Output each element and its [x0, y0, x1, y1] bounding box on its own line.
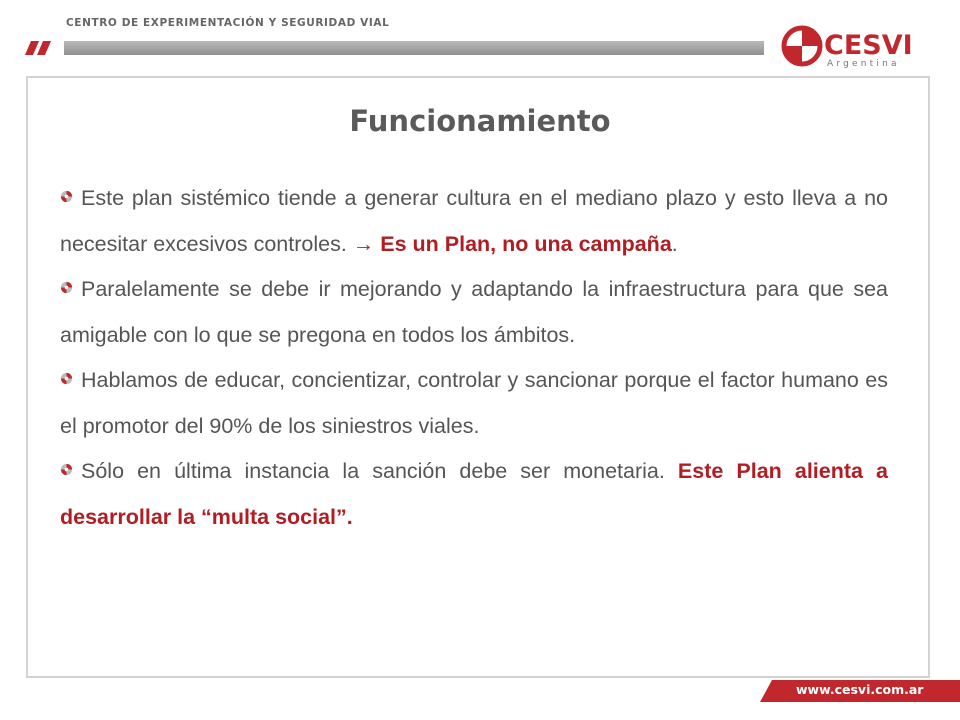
arrow-icon: →	[352, 231, 375, 256]
logo-text: CESVI	[824, 30, 913, 61]
header-bar	[64, 41, 764, 55]
slide-content	[60, 176, 888, 540]
bullet-item	[60, 267, 888, 358]
bullet-text: Sólo en última instancia la sanción debe ser monetaria.	[81, 459, 678, 483]
bullet-item	[60, 176, 888, 267]
bullet-text: Este plan sistémico tiende a generar cultura en el mediano plazo y esto lleva a no necesitar excesivos controles.	[60, 186, 888, 256]
bullet-gear-icon	[60, 281, 73, 294]
bullet-item	[60, 449, 888, 540]
bullet-highlight: Este Plan alienta a desarrollar la “multa social”.	[60, 459, 889, 529]
bullet-tail: .	[671, 231, 678, 256]
slide-title: Funcionamiento	[349, 104, 611, 138]
header-stripes-decoration	[25, 41, 59, 55]
bullet-gear-icon	[60, 372, 73, 385]
organization-name: CENTRO DE EXPERIMENTACIÓN Y SEGURIDAD VIAL	[66, 17, 390, 29]
bullet-text: Paralelamente se debe ir mejorando y adaptando la infraestructura para que sea amigable con lo que se pregona en todos los ámbitos.	[60, 277, 888, 347]
bullet-highlight: Es un Plan, no una campaña	[380, 231, 672, 256]
bullet-text: Hablamos de educar, concientizar, controlar y sancionar porque el factor humano es el promotor del 90% de los siniestros viales.	[60, 368, 888, 438]
bullet-gear-icon	[60, 463, 73, 476]
logo-subtext: Argentina	[827, 59, 900, 69]
website-url: www.cesvi.com.ar	[796, 682, 924, 697]
bullet-item	[60, 358, 888, 449]
bullet-gear-icon	[60, 190, 73, 203]
cesvi-logo	[780, 20, 940, 72]
